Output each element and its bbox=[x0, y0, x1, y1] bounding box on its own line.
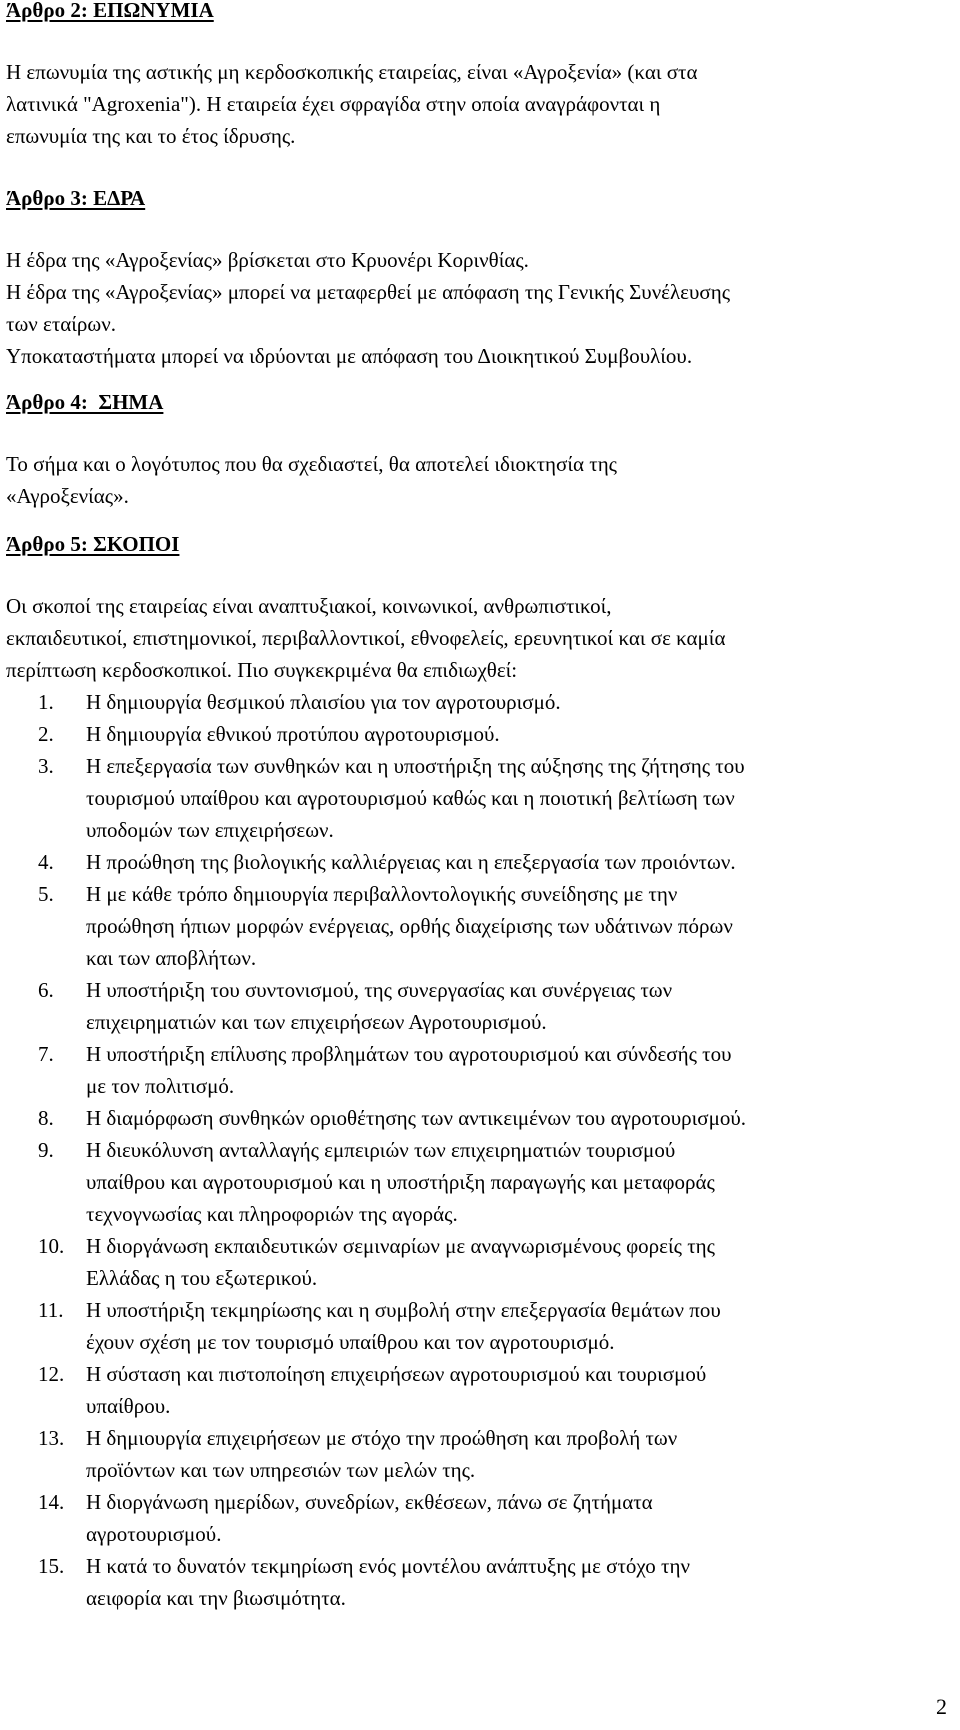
list-item bbox=[6, 1422, 956, 1486]
text-line: Η υποστήριξη του συντονισμού, της συνεργασίας και συνέργειας των bbox=[86, 978, 673, 1002]
list-item-text bbox=[86, 878, 956, 974]
text-line: τεχνογνωσίας και πληροφοριών της αγοράς. bbox=[86, 1202, 458, 1226]
text-line: Η υποστήριξη επίλυσης προβλημάτων του αγροτουρισμού και σύνδεσής του bbox=[86, 1042, 732, 1066]
list-item-text bbox=[86, 1230, 956, 1294]
list-item-text bbox=[86, 974, 956, 1038]
text-line: επιχειρηματιών και των επιχειρήσεων Αγροτουρισμού. bbox=[86, 1010, 547, 1034]
list-item bbox=[6, 686, 956, 718]
list-item bbox=[6, 974, 956, 1038]
list-item bbox=[6, 846, 956, 878]
text-line: Το σήμα και ο λογότυπος που θα σχεδιαστεί, θα αποτελεί ιδιοκτησία της bbox=[6, 452, 617, 476]
list-item-text bbox=[86, 1486, 956, 1550]
spacer bbox=[6, 560, 956, 590]
text-line: λατινικά "Agroxenia"). Η εταιρεία έχει σφραγίδα στην οποία αναγράφονται η bbox=[6, 92, 661, 116]
list-item bbox=[6, 1230, 956, 1294]
text-line: Η προώθηση της βιολογικής καλλιέργειας και η επεξεργασία των προιόντων. bbox=[86, 850, 736, 874]
text-line: Ελλάδας η του εξωτερικού. bbox=[86, 1266, 318, 1290]
text-line: Η έδρα της «Αγροξενίας» μπορεί να μεταφερθεί με απόφαση της Γενικής Συνέλευσης bbox=[6, 280, 731, 304]
list-item bbox=[6, 1294, 956, 1358]
article-3-body bbox=[6, 244, 956, 372]
text-line: αειφορία και την βιωσιμότητα. bbox=[86, 1586, 346, 1610]
article-5 bbox=[6, 528, 956, 1614]
list-item-number: 8. bbox=[38, 1106, 54, 1130]
text-line: προώθηση ήπιων μορφών ενέργειας, ορθής διαχείρισης των υδάτινων πόρων bbox=[86, 914, 733, 938]
text-line: και των αποβλήτων. bbox=[86, 946, 257, 970]
text-line: με τον πολιτισμό. bbox=[86, 1074, 235, 1098]
list-item-number: 1. bbox=[38, 690, 54, 714]
list-item-number: 3. bbox=[38, 754, 54, 778]
article-2-body bbox=[6, 56, 956, 152]
text-line: «Αγροξενίας». bbox=[6, 484, 129, 508]
list-item bbox=[6, 1550, 956, 1614]
text-line: προϊόντων και των υπηρεσιών των μελών της. bbox=[86, 1458, 476, 1482]
text-line: εκπαιδευτικοί, επιστημονικοί, περιβαλλοντικοί, εθνοφελείς, ερευνητικοί και σε καμία bbox=[6, 626, 726, 650]
article-4-body bbox=[6, 448, 956, 512]
list-item-text bbox=[86, 750, 956, 846]
text-line: Η δημιουργία επιχειρήσεων με στόχο την προώθηση και προβολή των bbox=[86, 1426, 678, 1450]
list-item-number: 11. bbox=[38, 1298, 64, 1322]
text-line: Η υποστήριξη τεκμηρίωσης και η συμβολή στην επεξεργασία θεμάτων που bbox=[86, 1298, 721, 1322]
spacer bbox=[6, 512, 956, 528]
text-line: υπαίθρου και αγροτουρισμού και η υποστήριξη παραγωγής και μεταφοράς bbox=[86, 1170, 715, 1194]
list-item-text bbox=[86, 718, 956, 750]
list-item-number: 14. bbox=[38, 1490, 65, 1514]
list-item bbox=[6, 1358, 956, 1422]
list-item-number: 10. bbox=[38, 1234, 65, 1258]
article-2 bbox=[6, 0, 956, 152]
text-line: Η επωνυμία της αστικής μη κερδοσκοπικής εταιρείας, είναι «Αγροξενία» (και στα bbox=[6, 60, 698, 84]
text-line: τουρισμού υπαίθρου και αγροτουρισμού καθώς και η ποιοτική βελτίωση των bbox=[86, 786, 735, 810]
list-item-number: 4. bbox=[38, 850, 54, 874]
text-line: Η επεξεργασία των συνθηκών και η υποστήριξη της αύξησης της ζήτησης του bbox=[86, 754, 745, 778]
list-item bbox=[6, 878, 956, 974]
text-line: Οι σκοποί της εταιρείας είναι αναπτυξιακοί, κοινωνικοί, ανθρωπιστικοί, bbox=[6, 594, 612, 618]
text-line: έχουν σχέση με τον τουρισμό υπαίθρου και τον αγροτουρισμό. bbox=[86, 1330, 615, 1354]
text-line: επωνυμία της και το έτος ίδρυσης. bbox=[6, 124, 296, 148]
text-line: Η με κάθε τρόπο δημιουργία περιβαλλοντολογικής συνείδησης με την bbox=[86, 882, 678, 906]
text-line: των εταίρων. bbox=[6, 312, 116, 336]
list-item-text bbox=[86, 1550, 956, 1614]
text-line: Η διευκόλυνση ανταλλαγής εμπειριών των επιχειρηματιών τουρισμού bbox=[86, 1138, 676, 1162]
text-line: Η διαμόρφωση συνθηκών οριοθέτησης των αντικειμένων του αγροτουρισμού. bbox=[86, 1106, 747, 1130]
text-line: υποδομών των επιχειρήσεων. bbox=[86, 818, 334, 842]
text-line: Η διοργάνωση εκπαιδευτικών σεμιναρίων με αναγνωρισμένους φορείς της bbox=[86, 1234, 715, 1258]
list-item-text bbox=[86, 1134, 956, 1230]
list-item-text bbox=[86, 1294, 956, 1358]
text-line: Η δημιουργία εθνικού προτύπου αγροτουρισμού. bbox=[86, 722, 500, 746]
spacer bbox=[6, 418, 956, 448]
document-page bbox=[6, 0, 956, 1614]
list-item-number: 9. bbox=[38, 1138, 54, 1162]
spacer bbox=[6, 26, 956, 56]
article-5-intro bbox=[6, 590, 956, 686]
spacer bbox=[6, 372, 956, 386]
article-4-heading: Άρθρο 4: ΣΗΜΑ bbox=[6, 390, 164, 414]
text-line: Η δημιουργία θεσμικού πλαισίου για τον αγροτουρισμό. bbox=[86, 690, 561, 714]
list-item-number: 2. bbox=[38, 722, 54, 746]
list-item-number: 6. bbox=[38, 978, 54, 1002]
list-item-number: 5. bbox=[38, 882, 54, 906]
article-5-heading: Άρθρο 5: ΣΚΟΠΟΙ bbox=[6, 532, 180, 556]
list-item bbox=[6, 1102, 956, 1134]
page-number: 2 bbox=[936, 1694, 947, 1719]
list-item-text bbox=[86, 1038, 956, 1102]
list-item-number: 13. bbox=[38, 1426, 65, 1450]
spacer bbox=[6, 214, 956, 244]
text-line: Η κατά το δυνατόν τεκμηρίωση ενός μοντέλου ανάπτυξης με στόχο την bbox=[86, 1554, 690, 1578]
list-item bbox=[6, 1134, 956, 1230]
objectives-list bbox=[6, 686, 956, 1614]
text-line: αγροτουρισμού. bbox=[86, 1522, 222, 1546]
list-item-text bbox=[86, 846, 956, 878]
text-line: Η έδρα της «Αγροξενίας» βρίσκεται στο Κρυονέρι Κορινθίας. bbox=[6, 248, 529, 272]
list-item-number: 7. bbox=[38, 1042, 54, 1066]
article-2-heading: Άρθρο 2: ΕΠΩΝΥΜΙΑ bbox=[6, 0, 214, 22]
text-line: Υποκαταστήματα μπορεί να ιδρύονται με απόφαση του Διοικητικού Συμβουλίου. bbox=[6, 344, 693, 368]
article-3 bbox=[6, 182, 956, 372]
list-item bbox=[6, 718, 956, 750]
text-line: περίπτωση κερδοσκοπικοί. Πιο συγκεκριμένα θα επιδιωχθεί: bbox=[6, 658, 518, 682]
list-item bbox=[6, 750, 956, 846]
list-item bbox=[6, 1486, 956, 1550]
list-item-text bbox=[86, 1422, 956, 1486]
text-line: Η σύσταση και πιστοποίηση επιχειρήσεων αγροτουρισμού και τουρισμού bbox=[86, 1362, 707, 1386]
list-item bbox=[6, 1038, 956, 1102]
list-item-text bbox=[86, 1102, 956, 1134]
list-item-number: 12. bbox=[38, 1362, 65, 1386]
spacer bbox=[6, 152, 956, 182]
list-item-text bbox=[86, 1358, 956, 1422]
article-3-heading: Άρθρο 3: ΕΔΡΑ bbox=[6, 186, 146, 210]
text-line: υπαίθρου. bbox=[86, 1394, 171, 1418]
list-item-text bbox=[86, 686, 956, 718]
article-4 bbox=[6, 386, 956, 512]
text-line: Η διοργάνωση ημερίδων, συνεδρίων, εκθέσεων, πάνω σε ζητήματα bbox=[86, 1490, 653, 1514]
list-item-number: 15. bbox=[38, 1554, 65, 1578]
